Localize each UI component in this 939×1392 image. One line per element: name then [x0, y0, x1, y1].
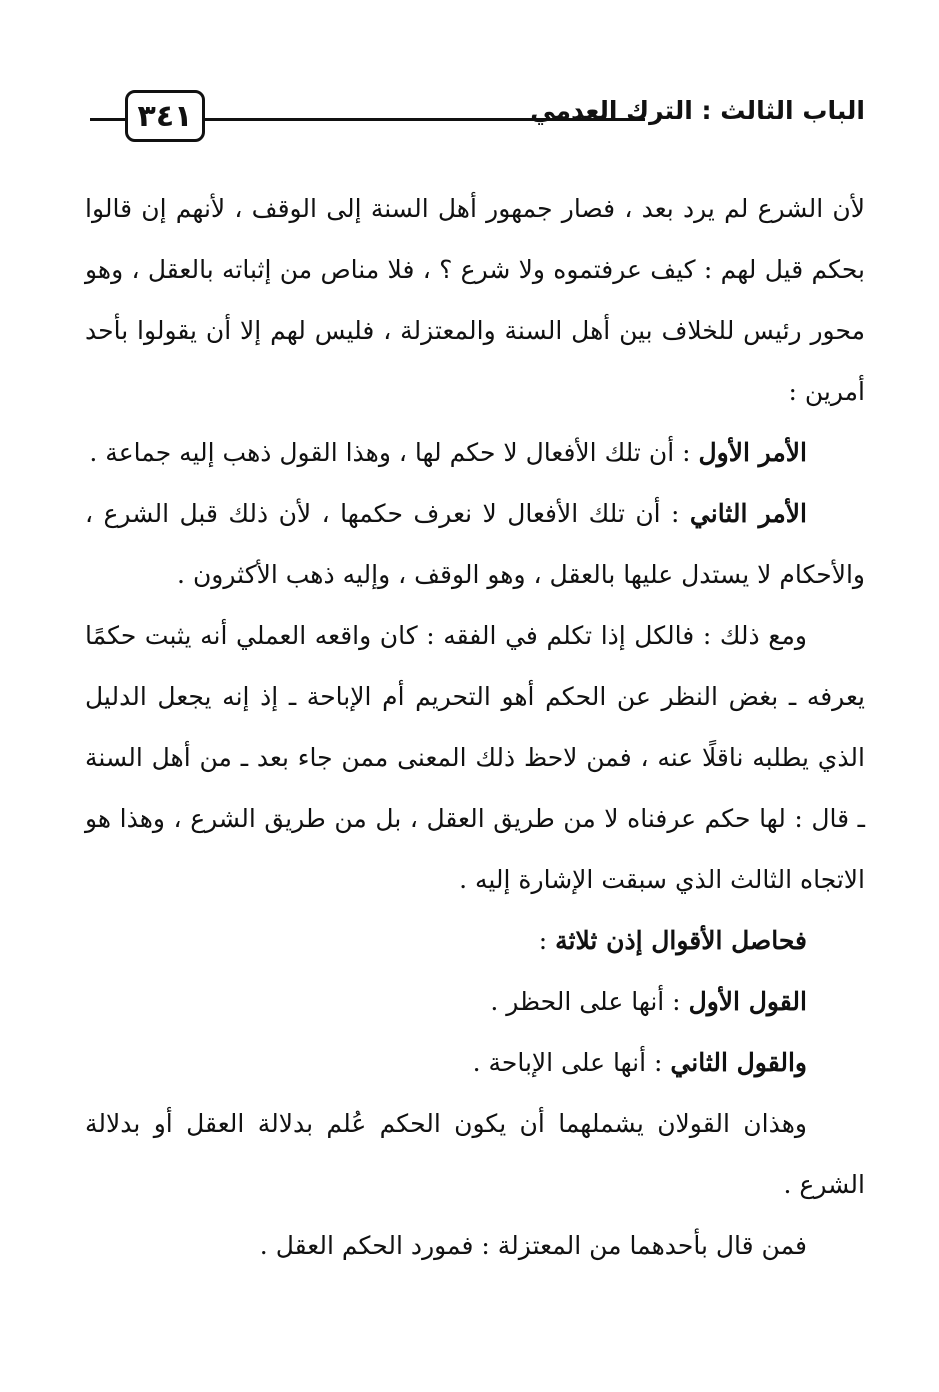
paragraph-text: : أنها على الإباحة . — [472, 1048, 671, 1077]
paragraph: فمن قال بأحدهما من المعتزلة : فمورد الحكم العقل . — [259, 1231, 807, 1260]
term-second-matter: الأمر الثاني — [689, 499, 807, 528]
paragraph: ومع ذلك : فالكل إذا تكلم في الفقه : كان واقعه العملي أنه يثبت حكمًا يعرفه ـ بغض النظر عن الحكم أهو التحريم أم الإباحة ـ إذ إنه يجعل الدليل الذي يطلبه ناقلًا عنه ، فمن لاحظ ذلك المعنى ممن جاء بعد ـ من أهل السنة ـ قال : لها حكم عرفناه لا من طريق العقل ، بل من طريق الشرع ، وهذا هو الاتجاه الثالث الذي سبقت الإشارة إليه . — [85, 621, 865, 894]
page-number-frame — [125, 90, 205, 142]
paragraph-text: : أنها على الحظر . — [490, 987, 689, 1016]
term-first-opinion: القول الأول — [688, 987, 807, 1016]
page-header — [90, 84, 865, 154]
paragraph-text: : أن تلك الأفعال لا نعرف حكمها ، لأن ذلك قبل الشرع ، والأحكام لا يستدل عليها بالعقل ، وهو الوقف ، وإليه ذهب الأكثرون . — [85, 499, 865, 589]
term-summary: فحاصل الأقوال إذن ثلاثة — [555, 926, 807, 955]
header-rule-left — [90, 118, 125, 121]
paragraph — [85, 1032, 865, 1093]
paragraph — [85, 910, 865, 971]
paragraph: لأن الشرع لم يرد بعد ، فصار جمهور أهل السنة إلى الوقف ، لأنهم إن قالوا بحكم قيل لهم : كيف عرفتموه ولا شرع ؟ ، فلا مناص من إثباته بالعقل ، وهو محور رئيس للخلاف بين أهل السنة والمعتزلة ، فليس لهم إلا أن يقولوا بأحد أمرين : — [85, 194, 865, 406]
term-first-matter: الأمر الأول — [698, 438, 807, 467]
paragraph-text: : — [538, 926, 556, 955]
page-number: ٣٤١ — [137, 98, 193, 134]
term-second-opinion: والقول الثاني — [670, 1048, 807, 1077]
paragraph — [85, 971, 865, 1032]
paragraph — [85, 422, 865, 483]
chapter-title: الباب الثالث : الترك العدمي — [530, 96, 865, 125]
paragraph: وهذان القولان يشملهما أن يكون الحكم عُلم بدلالة العقل أو بدلالة الشرع . — [85, 1109, 865, 1199]
paragraph — [85, 483, 865, 605]
body-text — [85, 178, 865, 1276]
paragraph-text: : أن تلك الأفعال لا حكم لها ، وهذا القول ذهب إليه جماعة . — [89, 438, 699, 467]
